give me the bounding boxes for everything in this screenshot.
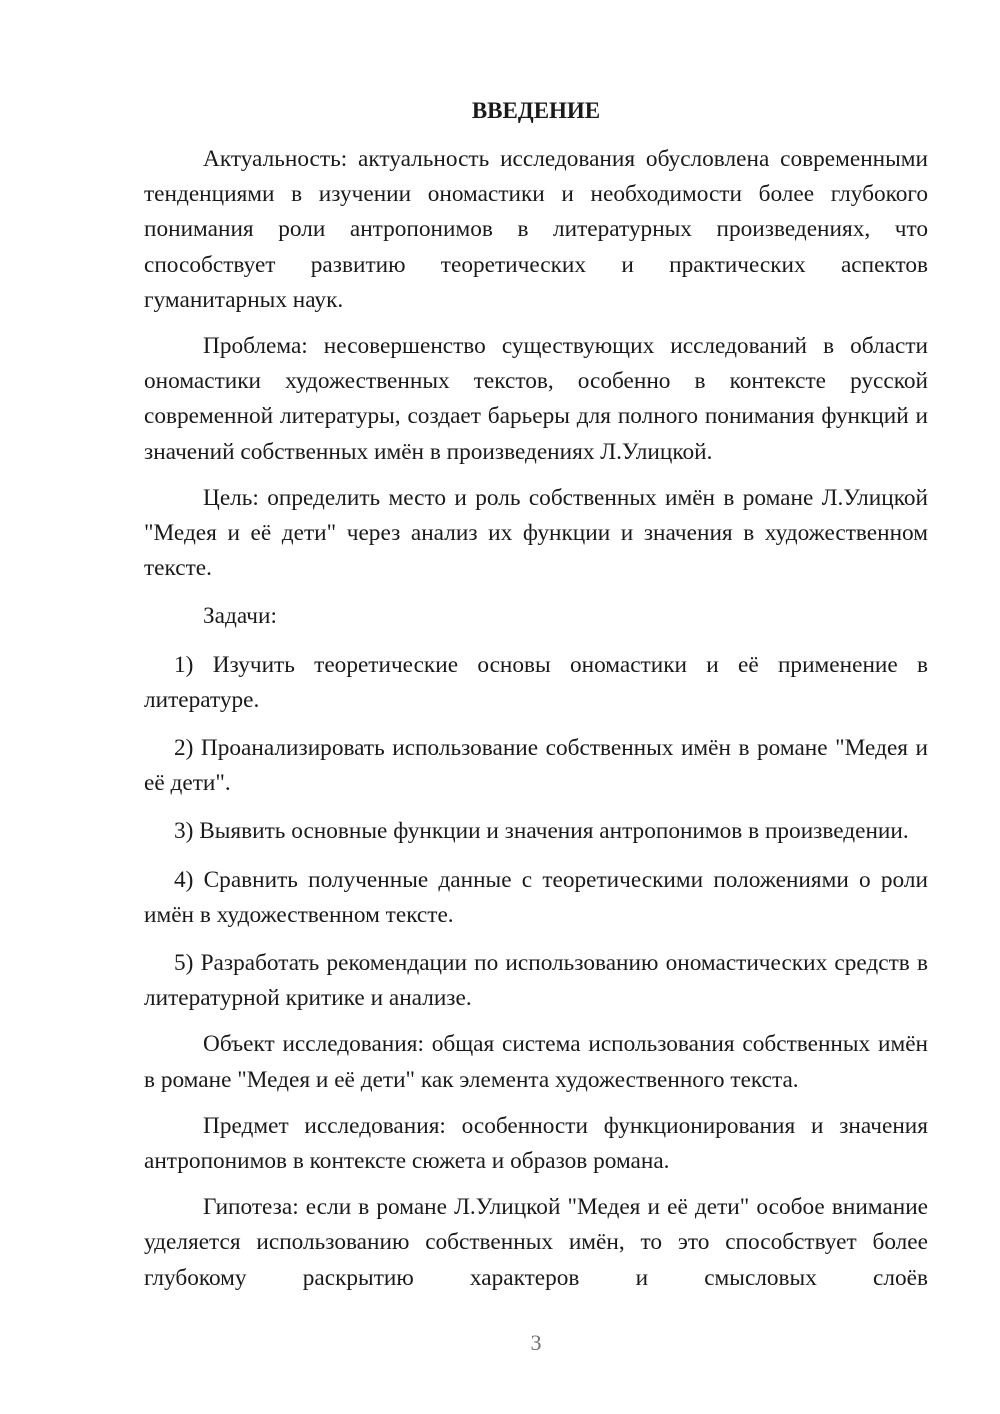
paragraph-relevance: Актуальность: актуальность исследования обусловлена современными тенденциями в изучении ономастики и необходимости более глубокого понимания роли антропонимов в литературных произведениях, что способствует развитию теоретических и практических аспектов гуманитарных наук. bbox=[144, 146, 928, 313]
section-title: ВВЕДЕНИЕ bbox=[471, 98, 601, 123]
body-text bbox=[144, 142, 928, 1296]
paragraph-subject: Предмет исследования: особенности функционирования и значения антропонимов в контексте сюжета и образов романа. bbox=[144, 1112, 928, 1175]
task-item-3: 3) Выявить основные функции и значения антропонимов в произведении. bbox=[174, 818, 909, 845]
task-item-2: 2) Проанализировать использование собственных имён в романе "Медея и её дети". bbox=[144, 735, 928, 797]
paragraph-goal: Цель: определить место и роль собственных имён в романе Л.Улицкой "Медея и её дети" через анализ их функции и значения в художественном тексте. bbox=[144, 484, 928, 582]
task-item-1: 1) Изучить теоретические основы ономастики и её применение в литературе. bbox=[144, 651, 928, 713]
task-item-5: 5) Разработать рекомендации по использованию ономастических средств в литературной критике и анализе. bbox=[144, 950, 928, 1012]
paragraph-tasks-heading: Задачи: bbox=[203, 603, 277, 630]
paragraph-hypothesis: Гипотеза: если в романе Л.Улицкой "Медея и её дети" особое внимание уделяется использованию собственных имён, то это способствует более глубокому раскрытию характеров и смысловых слоёв bbox=[144, 1194, 928, 1291]
task-item-4: 4) Сравнить полученные данные с теоретическими положениями о роли имён в художественном тексте. bbox=[144, 866, 928, 928]
paragraph-object: Объект исследования: общая система использования собственных имён в романе "Медея и её дети" как элемента художественного текста. bbox=[144, 1031, 928, 1093]
paragraph-problem: Проблема: несовершенство существующих исследований в области ономастики художественных текстов, особенно в контексте русской современной литературы, создает барьеры для полного понимания функций и значений собственных имён в произведениях Л.Улицкой. bbox=[144, 333, 928, 465]
page-number: 3 bbox=[530, 1330, 542, 1355]
